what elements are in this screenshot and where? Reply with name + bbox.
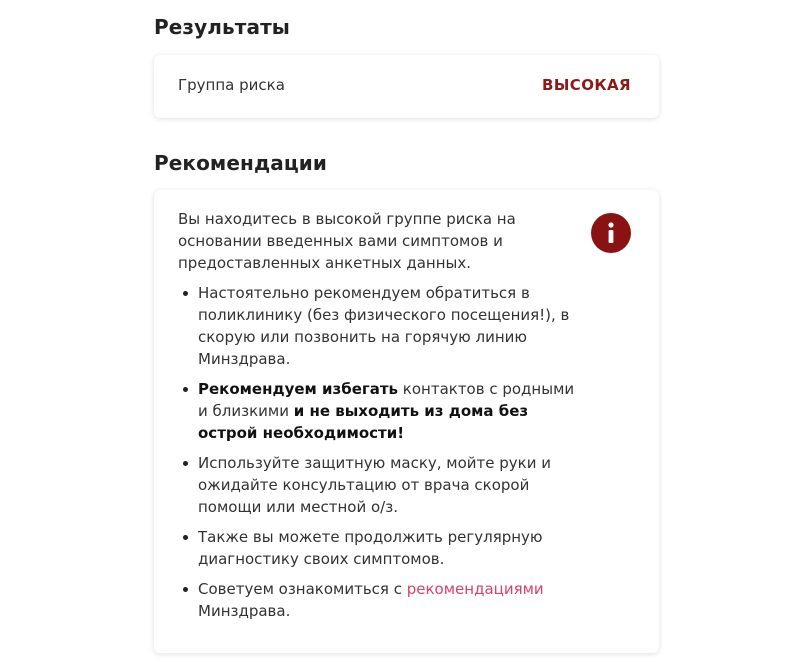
ministry-recommendations-link[interactable]: рекомендациями [406,580,544,598]
recommendation-item-2-text: контактов с родными и близкими [198,380,575,420]
recommendation-item-3: Используйте защитную маску, мойте руки и ожидайте консультацию от врача скорой помощи или местной о/з. [198,452,578,518]
recommendation-item-4: Также вы можете продолжить регулярную диагностику своих симптомов. [198,526,578,570]
risk-result-card [154,55,659,118]
recommendations-heading: Рекомендации [154,151,327,175]
results-heading: Результаты [154,15,290,39]
recommendation-item-2-bold-c: и не выходить из дома без острой необходимости! [198,402,529,442]
recommendation-item-5 [198,578,578,622]
risk-group-label: Группа риска [178,76,285,94]
info-icon [591,213,631,253]
recommendation-item-5-text-b: Минздрава. [198,602,291,620]
recommendation-item-5-text-a: Советуем ознакомиться с [198,580,407,598]
recommendations-card [154,190,659,653]
recommendation-item-1: Настоятельно рекомендуем обратиться в поликлинику (без физического посещения!), в скорую или позвонить на горячую линию Минздрава. [198,282,578,370]
recommendations-body [178,208,578,630]
recommendation-item-2-bold-a: Рекомендуем избегать [198,380,399,398]
recommendation-item-2 [198,378,578,444]
recommendation-intro: Вы находитесь в высокой группе риска на основании введенных вами симптомов и предоставленных анкетных данных. [178,210,516,272]
risk-group-value: ВЫСОКАЯ [542,76,631,94]
recommendation-list [178,282,578,622]
